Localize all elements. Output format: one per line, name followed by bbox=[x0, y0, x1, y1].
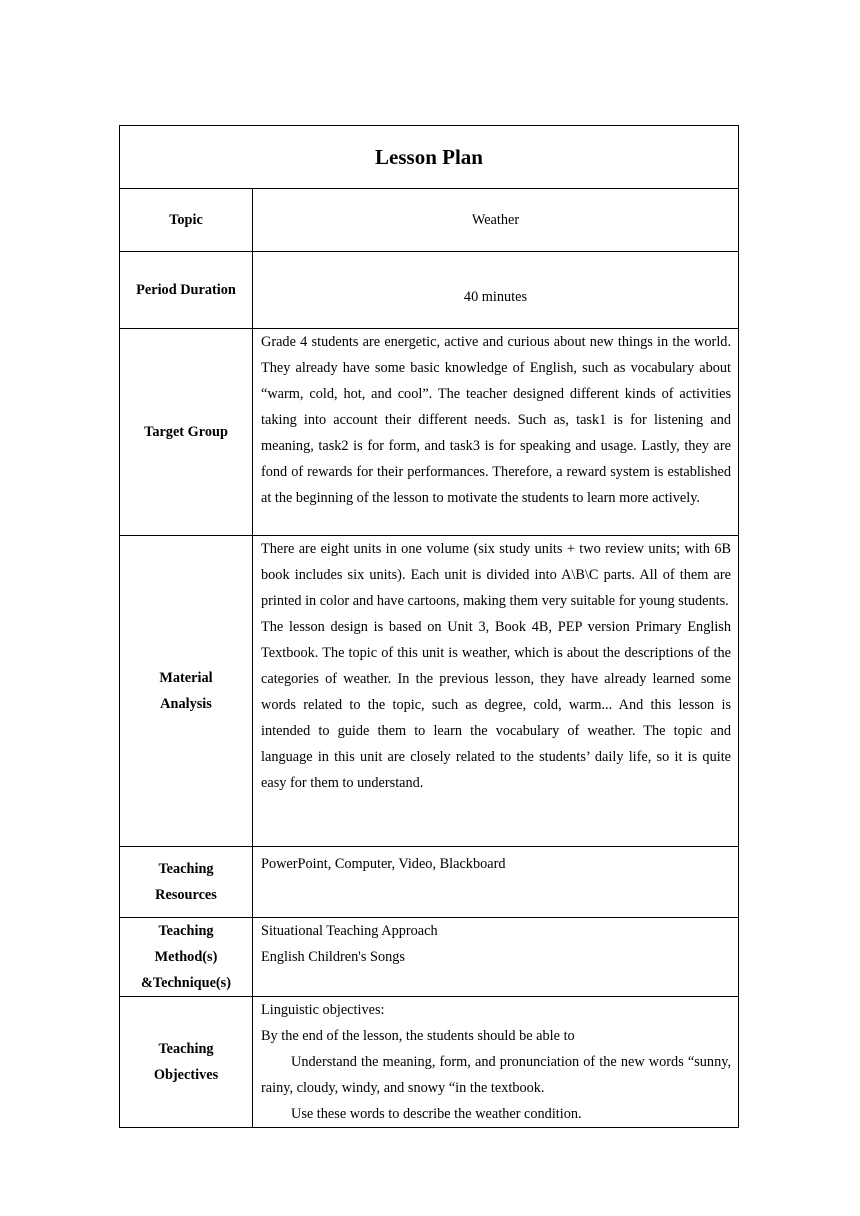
period-label: Period Duration bbox=[120, 252, 253, 329]
teaching-resources-row bbox=[120, 847, 739, 918]
objectives-line-4: Use these words to describe the weather condition. bbox=[291, 1106, 582, 1122]
material-label-line1: Material bbox=[159, 670, 213, 686]
teaching-resources-text: PowerPoint, Computer, Video, Blackboard bbox=[253, 847, 739, 918]
objectives-label-line1: Teaching bbox=[158, 1041, 214, 1057]
title-row bbox=[120, 126, 739, 189]
period-row bbox=[120, 252, 739, 329]
lesson-plan-title: Lesson Plan bbox=[120, 126, 739, 189]
teaching-objectives-label bbox=[120, 997, 253, 1128]
objectives-label-line2: Objectives bbox=[153, 1067, 219, 1083]
objectives-line-3: Understand the meaning, form, and pronunciation of the new words “sunny, rainy, cloudy, windy, and snowy “in the textbook. bbox=[261, 1054, 732, 1096]
methods-line-2: English Children's Songs bbox=[261, 949, 405, 965]
material-paragraph-1: There are eight units in one volume (six study units + two review units; with 6B book includes six units). Each unit is divided into A\B\C parts. All of them are printed in color and have cartoons, making them very suitable for young students. bbox=[261, 541, 732, 609]
topic-row bbox=[120, 189, 739, 252]
objectives-line-1: Linguistic objectives: bbox=[261, 1002, 385, 1018]
period-value: 40 minutes bbox=[253, 252, 739, 329]
teaching-objectives-content bbox=[253, 997, 739, 1128]
teaching-methods-row bbox=[120, 918, 739, 997]
teaching-resources-label bbox=[120, 847, 253, 918]
methods-label-line1: Teaching bbox=[158, 923, 214, 939]
topic-label: Topic bbox=[120, 189, 253, 252]
teaching-objectives-row bbox=[120, 997, 739, 1128]
methods-line-1: Situational Teaching Approach bbox=[261, 923, 438, 939]
material-paragraph-2: The lesson design is based on Unit 3, Book 4B, PEP version Primary English Textbook. The topic of this unit is weather, which is about the descriptions of the categories of weather. In the previous lesson, they have already learned some words related to the topic, such as degree, cold, warm... And this lesson is intended to guide them to learn the vocabulary of weather. The topic and language in this unit are closely related to the students’ daily life, so it is quite easy for them to understand. bbox=[261, 619, 732, 791]
objectives-line-2: By the end of the lesson, the students should be able to bbox=[261, 1028, 575, 1044]
target-group-text: Grade 4 students are energetic, active and curious about new things in the world. They already have some basic knowledge of English, such as vocabulary about “warm, cold, hot, and cool”. The teacher designed different kinds of activities taking into account their different needs. Such as, task1 is for listening and meaning, task2 is for form, and task3 is for speaking and usage. Lastly, they are fond of rewards for their performances. Therefore, a reward system is established at the beginning of the lesson to motivate the students to learn more actively. bbox=[253, 329, 739, 536]
target-group-label: Target Group bbox=[120, 329, 253, 536]
teaching-methods-label bbox=[120, 918, 253, 997]
material-analysis-row bbox=[120, 536, 739, 847]
methods-label-line3: &Technique(s) bbox=[140, 975, 232, 991]
teaching-methods-content bbox=[253, 918, 739, 997]
resources-label-line2: Resources bbox=[155, 887, 217, 903]
resources-label-line1: Teaching bbox=[158, 861, 214, 877]
lesson-plan-table bbox=[119, 125, 739, 1128]
material-analysis-label bbox=[120, 536, 253, 847]
material-analysis-content bbox=[253, 536, 739, 847]
topic-value: Weather bbox=[253, 189, 739, 252]
methods-label-line2: Method(s) bbox=[154, 949, 218, 965]
material-label-line2: Analysis bbox=[160, 696, 212, 712]
target-group-row bbox=[120, 329, 739, 536]
